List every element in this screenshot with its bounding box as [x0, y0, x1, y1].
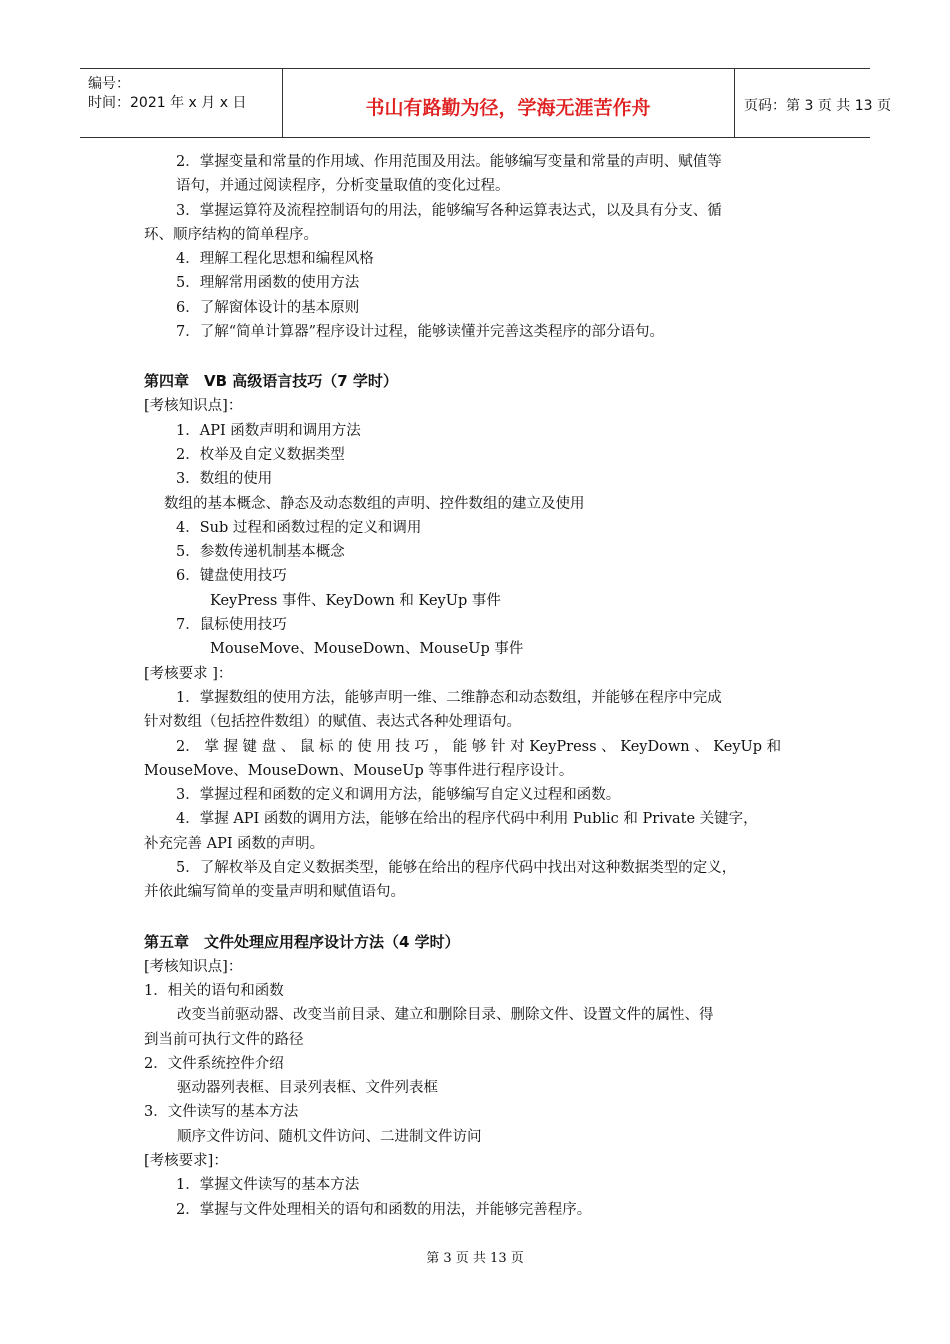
document-number-label: 编号： [88, 76, 130, 92]
knowledge-detail: KeyPress 事件、KeyDown 和 KeyUp 事件 [210, 592, 501, 609]
requirement-item: 3．掌握过程和函数的定义和调用方法，能够编写自定义过程和函数。 [176, 787, 621, 804]
section-label: [考核知识点]： [144, 398, 243, 415]
requirement-item-cont: MouseMove、MouseDown、MouseUp 等事件进行程序设计。 [144, 762, 574, 779]
knowledge-item: 3．数组的使用 [176, 471, 273, 488]
header-motto-cell [282, 69, 735, 137]
header-meta-cell [80, 69, 283, 137]
section-label: [考核要求 ]： [144, 665, 233, 682]
document-body [144, 150, 816, 1222]
knowledge-item: 2．文件系统控件介绍 [144, 1055, 284, 1072]
knowledge-item: 4．Sub 过程和函数过程的定义和调用 [176, 519, 422, 536]
page-footer: 第 3 页 共 13 页 [426, 1251, 524, 1266]
requirement-item-cont: 补充完善 API 函数的声明。 [144, 835, 325, 852]
requirement-item: 1．掌握文件读写的基本方法 [176, 1177, 360, 1194]
document-date: 时间：2021 年 x 月 x 日 [88, 95, 247, 111]
requirement-item-cont: 针对数组（包括控件数组）的赋值、表达式各种处理语句。 [144, 714, 521, 731]
header-page-cell [735, 69, 891, 137]
knowledge-item: 1．API 函数声明和调用方法 [176, 422, 361, 439]
page-header [80, 68, 891, 138]
chapter-title: 第四章 VB 高级语言技巧（7 学时） [144, 372, 398, 391]
section-label: [考核知识点]： [144, 958, 243, 975]
requirement-item: 2．掌握与文件处理相关的语句和函数的用法，并能够完善程序。 [176, 1201, 592, 1218]
knowledge-detail: 改变当前驱动器、改变当前目录、建立和删除目录、删除文件、设置文件的属性、得 [177, 1007, 714, 1024]
requirement-item-cont: 并依此编写简单的变量声明和赋值语句。 [144, 884, 405, 901]
requirement-item: 4．理解工程化思想和编程风格 [176, 251, 374, 268]
requirement-item: 6．了解窗体设计的基本原则 [176, 299, 360, 316]
header-page-number: 页码：第 3 页 共 13 页 [744, 98, 891, 114]
knowledge-detail-cont: 到当前可执行文件的路径 [144, 1031, 304, 1048]
section-label: [考核要求]： [144, 1152, 228, 1169]
requirement-item: 3．掌握运算符及流程控制语句的用法，能够编写各种运算表达式，以及具有分支、循 [176, 202, 722, 219]
requirement-item: 5．理解常用函数的使用方法 [176, 275, 360, 292]
requirement-item-cont: 语句，并通过阅读程序，分析变量取值的变化过程。 [176, 178, 510, 195]
knowledge-detail: 数组的基本概念、静态及动态数组的声明、控件数组的建立及使用 [164, 495, 585, 512]
header-motto: 书山有路勤为径，学海无涯苦作舟 [365, 97, 651, 119]
knowledge-item: 2．枚举及自定义数据类型 [176, 446, 345, 463]
requirement-item: 1．掌握数组的使用方法，能够声明一维、二维静态和动态数组，并能够在程序中完成 [176, 689, 722, 706]
knowledge-item: 5．参数传递机制基本概念 [176, 544, 345, 561]
knowledge-detail: 驱动器列表框、目录列表框、文件列表框 [177, 1080, 438, 1097]
requirement-item: 2． 掌 握 键 盘 、 鼠 标 的 使 用 技 巧 ， 能 够 针 对 KeyPress 、 KeyDown 、 KeyUp 和 [176, 738, 782, 755]
requirement-item: 7．了解“简单计算器”程序设计过程，能够读懂并完善这类程序的部分语句。 [176, 324, 665, 341]
knowledge-item: 1．相关的语句和函数 [144, 982, 284, 999]
knowledge-item: 6．键盘使用技巧 [176, 568, 287, 585]
knowledge-detail: MouseMove、MouseDown、MouseUp 事件 [210, 641, 524, 658]
knowledge-item: 7．鼠标使用技巧 [176, 617, 287, 634]
knowledge-detail: 顺序文件访问、随机文件访问、二进制文件访问 [177, 1128, 482, 1145]
chapter-title: 第五章 文件处理应用程序设计方法（4 学时） [144, 932, 460, 951]
requirement-item-cont: 环、顺序结构的简单程序。 [144, 226, 318, 243]
knowledge-item: 3．文件读写的基本方法 [144, 1104, 299, 1121]
requirement-item: 5．了解枚举及自定义数据类型，能够在给出的程序代码中找出对这种数据类型的定义， [176, 860, 737, 877]
requirement-item: 4．掌握 API 函数的调用方法，能够在给出的程序代码中利用 Public 和 Private 关键字， [176, 811, 758, 828]
requirement-item: 2．掌握变量和常量的作用域、作用范围及用法。能够编写变量和常量的声明、赋值等 [176, 154, 722, 170]
